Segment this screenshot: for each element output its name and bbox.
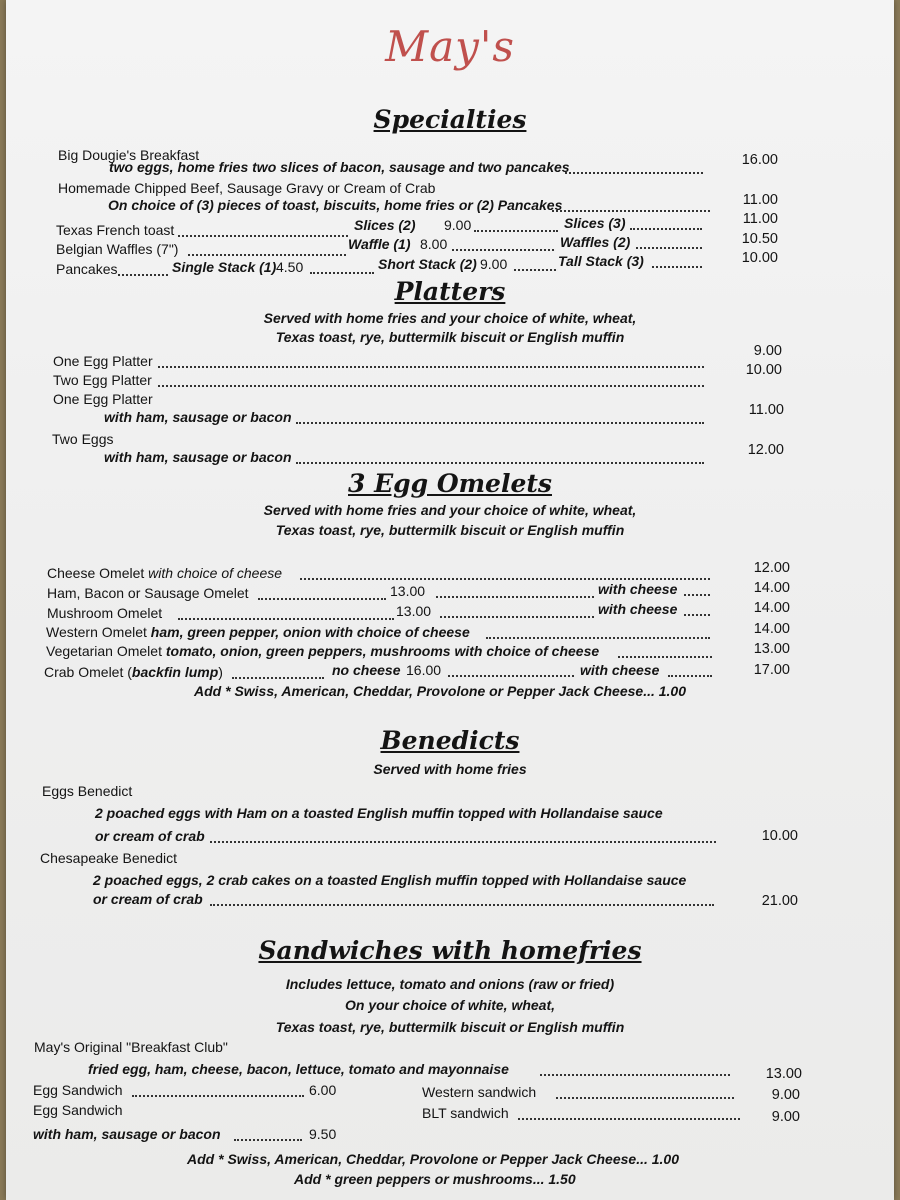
blt-sandwich-price: 9.00 bbox=[771, 1109, 800, 1125]
chesapeake-benedict-desc-2: or cream of crab bbox=[93, 891, 203, 907]
leader-dots bbox=[668, 675, 712, 677]
omelets-subtitle-1: Served with home fries and your choice of white, wheat, bbox=[263, 502, 637, 518]
platter-item-price: 12.00 bbox=[747, 442, 784, 458]
crab-omelet-name-end: ) bbox=[218, 664, 223, 680]
leader-dots bbox=[158, 385, 704, 387]
big-dougie-price: 16.00 bbox=[741, 152, 778, 168]
leader-dots bbox=[684, 594, 710, 596]
egg-sandwich-name: Egg Sandwich bbox=[33, 1082, 123, 1098]
leader-dots bbox=[178, 235, 348, 237]
leader-dots bbox=[514, 269, 556, 271]
leader-dots bbox=[436, 596, 594, 598]
western-omelet-price: 14.00 bbox=[753, 621, 790, 637]
mushroom-omelet-name: Mushroom Omelet bbox=[47, 605, 163, 621]
cheese-omelet-name: Cheese Omelet bbox=[47, 565, 145, 581]
ham-omelet-base: 13.00 bbox=[390, 583, 426, 599]
benedicts-heading: Benedicts bbox=[380, 726, 520, 755]
leader-dots bbox=[486, 637, 710, 639]
leader-dots bbox=[178, 618, 394, 620]
breakfast-club-price: 13.00 bbox=[765, 1066, 802, 1082]
vegetarian-omelet-price: 13.00 bbox=[753, 641, 790, 657]
leader-dots bbox=[474, 230, 558, 232]
blt-sandwich-name: BLT sandwich bbox=[422, 1105, 509, 1121]
ham-omelet-opt: with cheese bbox=[598, 581, 678, 597]
waffles-name: Belgian Waffles (7") bbox=[56, 241, 179, 257]
benedicts-subtitle: Served with home fries bbox=[373, 761, 527, 777]
egg-sandwich-2-name: Egg Sandwich bbox=[33, 1102, 123, 1118]
eggs-benedict-name: Eggs Benedict bbox=[42, 783, 133, 799]
pancakes-name: Pancakes bbox=[56, 261, 118, 277]
platter-item-name: Two Egg Platter bbox=[53, 372, 152, 388]
big-dougie-name: Big Dougie's Breakfast bbox=[58, 147, 200, 163]
pancakes-opt2: Short Stack (2) bbox=[378, 256, 477, 272]
leader-dots bbox=[518, 1118, 740, 1120]
platters-subtitle-1: Served with home fries and your choice of white, wheat, bbox=[263, 310, 637, 326]
leader-dots bbox=[618, 656, 712, 658]
leader-dots bbox=[440, 616, 594, 618]
egg-sandwich-price: 6.00 bbox=[309, 1082, 337, 1098]
pancakes-opt3: Tall Stack (3) bbox=[558, 253, 644, 269]
french-toast-opt1-price: 9.00 bbox=[444, 217, 472, 233]
chipped-beef-name: Homemade Chipped Beef, Sausage Gravy or Cream of Crab bbox=[58, 180, 436, 196]
sandwiches-add-veg: Add * green peppers or mushrooms... 1.50 bbox=[294, 1171, 576, 1187]
leader-dots bbox=[540, 1074, 730, 1076]
vegetarian-omelet-desc: tomato, onion, green peppers, mushrooms with choice of cheese bbox=[165, 643, 600, 659]
sandwiches-subtitle-1: Includes lettuce, tomato and onions (raw or fried) bbox=[285, 976, 615, 992]
crab-omelet-name: Crab Omelet ( bbox=[44, 664, 132, 680]
leader-dots bbox=[296, 462, 704, 464]
leader-dots bbox=[684, 614, 710, 616]
leader-dots bbox=[652, 266, 702, 268]
cheese-omelet-price: 12.00 bbox=[753, 560, 790, 576]
mushroom-omelet-price: 14.00 bbox=[753, 600, 790, 616]
chesapeake-benedict-price: 21.00 bbox=[761, 893, 798, 909]
omelets-add-cheese: Add * Swiss, American, Cheddar, Provolone or Pepper Jack Cheese... 1.00 bbox=[194, 683, 687, 699]
western-omelet-name: Western Omelet bbox=[46, 624, 147, 640]
egg-sandwich-2-price: 9.50 bbox=[309, 1126, 337, 1142]
mushroom-omelet-opt: with cheese bbox=[598, 601, 678, 617]
crab-omelet-name-italic: backfin lump bbox=[131, 664, 219, 680]
platter-item-name: Two Eggs bbox=[52, 431, 114, 447]
eggs-benedict-desc-2: or cream of crab bbox=[95, 828, 205, 844]
leader-dots bbox=[210, 841, 716, 843]
chesapeake-benedict-desc-1: 2 poached eggs, 2 crab cakes on a toasted English muffin topped with Hollandaise sauce bbox=[93, 872, 687, 888]
western-sandwich-price: 9.00 bbox=[771, 1087, 800, 1103]
platter-item-desc: with ham, sausage or bacon bbox=[104, 409, 292, 425]
ham-omelet-price: 14.00 bbox=[753, 580, 790, 596]
pancakes-price: 10.00 bbox=[741, 250, 778, 266]
vegetarian-omelet-line bbox=[46, 643, 599, 659]
sandwiches-add-cheese: Add * Swiss, American, Cheddar, Provolone or Pepper Jack Cheese... 1.00 bbox=[187, 1151, 680, 1167]
specialties-heading: Specialties bbox=[373, 105, 527, 134]
leader-dots bbox=[452, 249, 554, 251]
leader-dots bbox=[310, 272, 374, 274]
leader-dots bbox=[300, 578, 710, 580]
cheese-omelet-desc: with choice of cheese bbox=[148, 565, 283, 581]
vegetarian-omelet-name: Vegetarian Omelet bbox=[46, 643, 162, 659]
leader-dots bbox=[118, 274, 168, 276]
french-toast-name: Texas French toast bbox=[56, 222, 175, 238]
waffles-opt1-price: 8.00 bbox=[420, 236, 448, 252]
mushroom-omelet-base: 13.00 bbox=[396, 603, 432, 619]
platter-item-desc: with ham, sausage or bacon bbox=[104, 449, 292, 465]
ham-omelet-name: Ham, Bacon or Sausage Omelet bbox=[47, 585, 249, 601]
omelets-subtitle-2: Texas toast, rye, buttermilk biscuit or English muffin bbox=[275, 522, 625, 538]
crab-omelet-opt1-price: 16.00 bbox=[406, 662, 442, 678]
western-sandwich-name: Western sandwich bbox=[422, 1084, 537, 1100]
crab-omelet-opt2: with cheese bbox=[580, 662, 660, 678]
crab-omelet-opt1: no cheese bbox=[332, 662, 401, 678]
leader-dots bbox=[158, 366, 704, 368]
pancakes-opt2-price: 9.00 bbox=[480, 256, 508, 272]
leader-dots bbox=[188, 254, 346, 256]
sandwiches-subtitle-3: Texas toast, rye, buttermilk biscuit or English muffin bbox=[275, 1019, 625, 1035]
leader-dots bbox=[630, 228, 702, 230]
platter-item-price: 11.00 bbox=[748, 402, 784, 418]
waffles-opt1: Waffle (1) bbox=[348, 236, 411, 252]
french-toast-price: 11.00 bbox=[742, 211, 778, 227]
leader-dots bbox=[556, 1097, 734, 1099]
leader-dots bbox=[210, 904, 714, 906]
eggs-benedict-desc-1: 2 poached eggs with Ham on a toasted English muffin topped with Hollandaise sauce bbox=[95, 805, 663, 821]
sandwiches-subtitle-2: On your choice of white, wheat, bbox=[344, 997, 556, 1013]
breakfast-club-name: May's Original "Breakfast Club" bbox=[34, 1039, 228, 1055]
platters-subtitle-2: Texas toast, rye, buttermilk biscuit or English muffin bbox=[275, 329, 625, 345]
french-toast-opt1: Slices (2) bbox=[354, 217, 416, 233]
platters-heading: Platters bbox=[394, 277, 506, 306]
eggs-benedict-price: 10.00 bbox=[761, 828, 798, 844]
chipped-beef-price: 11.00 bbox=[742, 192, 778, 208]
logo: May's bbox=[385, 22, 515, 71]
leader-dots bbox=[552, 210, 710, 212]
leader-dots bbox=[448, 675, 574, 677]
waffles-opt2: Waffles (2) bbox=[560, 234, 631, 250]
cheese-omelet-line bbox=[47, 565, 282, 581]
leader-dots bbox=[132, 1095, 304, 1097]
pancakes-opt1: Single Stack (1) bbox=[172, 259, 277, 275]
western-omelet-desc: ham, green pepper, onion with choice of cheese bbox=[150, 624, 470, 640]
big-dougie-desc: two eggs, home fries two slices of bacon, sausage and two pancakes bbox=[109, 159, 570, 175]
leader-dots bbox=[234, 1139, 302, 1141]
leader-dots bbox=[565, 172, 703, 174]
omelets-heading: 3 Egg Omelets bbox=[348, 469, 552, 498]
french-toast-opt2: Slices (3) bbox=[564, 215, 626, 231]
platter-item-price: 9.00 bbox=[753, 343, 782, 359]
platter-item-name: One Egg Platter bbox=[53, 353, 153, 369]
chipped-beef-desc: On choice of (3) pieces of toast, biscuits, home fries or (2) Pancakes bbox=[108, 197, 563, 213]
western-omelet-line bbox=[46, 624, 470, 640]
leader-dots bbox=[636, 247, 702, 249]
pancakes-opt1-price: 4.50 bbox=[276, 259, 304, 275]
platter-item-price: 10.00 bbox=[745, 362, 782, 378]
platter-item-name: One Egg Platter bbox=[53, 391, 153, 407]
waffles-price: 10.50 bbox=[741, 231, 778, 247]
breakfast-club-desc: fried egg, ham, cheese, bacon, lettuce, tomato and mayonnaise bbox=[88, 1061, 509, 1077]
leader-dots bbox=[232, 677, 324, 679]
crab-omelet-price: 17.00 bbox=[753, 662, 790, 678]
leader-dots bbox=[258, 598, 386, 600]
egg-sandwich-2-desc: with ham, sausage or bacon bbox=[33, 1126, 221, 1142]
chesapeake-benedict-name: Chesapeake Benedict bbox=[40, 850, 177, 866]
sandwiches-heading: Sandwiches with homefries bbox=[258, 936, 642, 965]
crab-omelet-line bbox=[44, 664, 223, 680]
leader-dots bbox=[296, 422, 704, 424]
